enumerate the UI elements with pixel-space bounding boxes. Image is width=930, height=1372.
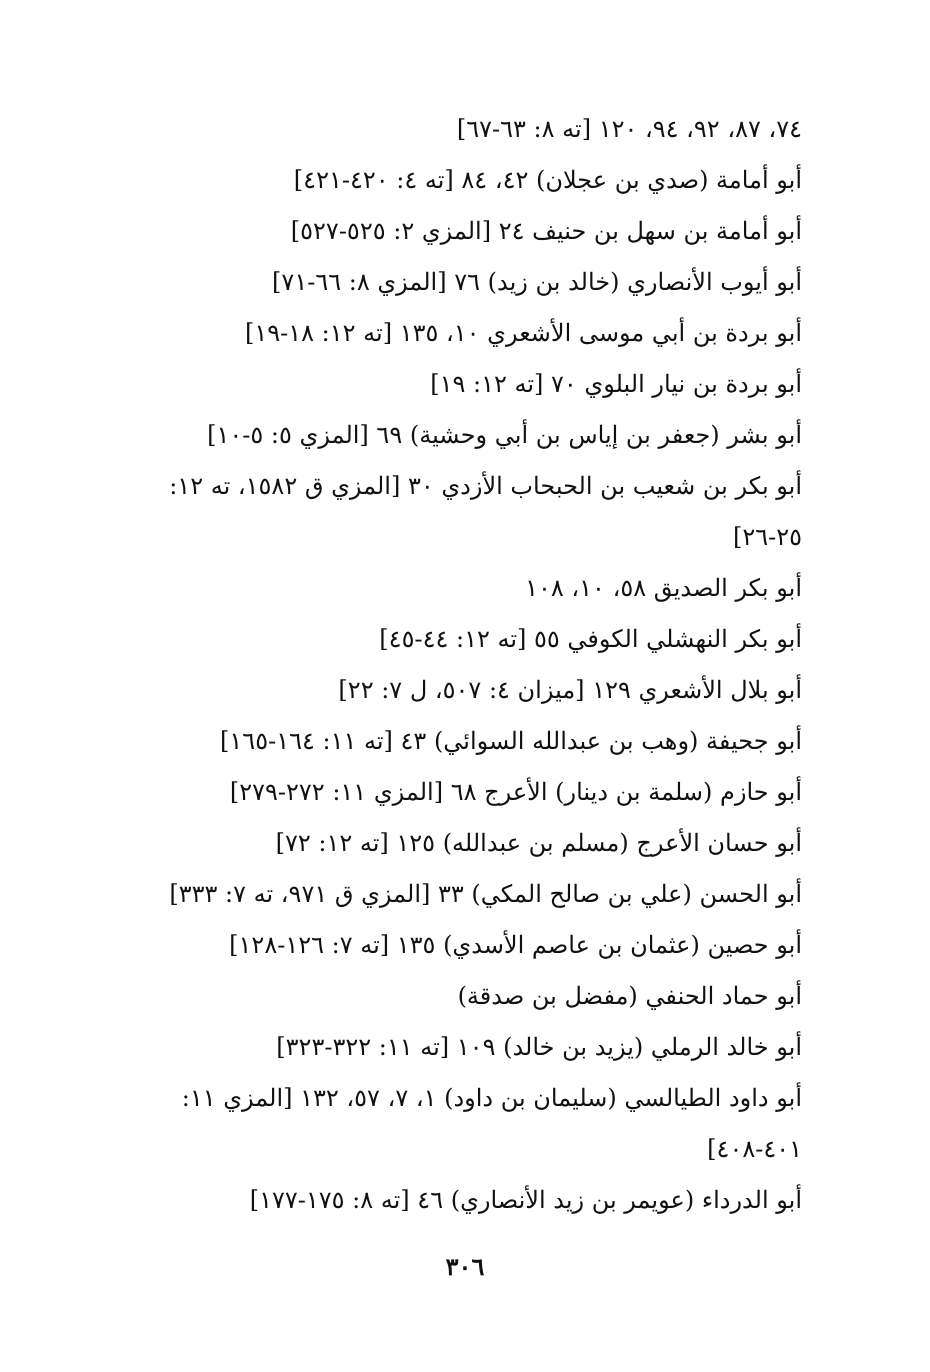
index-entry: أبو حازم (سلمة بن دينار) الأعرج ٦٨ [المزي ١١: ٢٧٢-٢٧٩] [229, 778, 802, 806]
index-entry: أبو بكر بن شعيب بن الحبحاب الأزدي ٣٠ [المزي ق ١٥٨٢، ته ١٢: ٢٥-٢٦] [169, 472, 802, 551]
index-entry: أبو الحسن (علي بن صالح المكي) ٣٣ [المزي ق ٩٧١، ته ٧: ٣٣٣] [169, 880, 802, 908]
index-entry: أبو بردة بن نيار البلوي ٧٠ [ته ١٢: ١٩] [430, 370, 802, 398]
index-entry: أبو خالد الرملي (يزيد بن خالد) ١٠٩ [ته ١١: ٣٢٢-٣٢٣] [276, 1033, 802, 1061]
index-entry: أبو بلال الأشعري ١٢٩ [ميزان ٤: ٥٠٧، ل ٧: ٢٢] [338, 676, 802, 704]
index-entry: أبو حصين (عثمان بن عاصم الأسدي) ١٣٥ [ته ٧: ١٢٦-١٢٨] [229, 931, 802, 959]
index-entry: أبو الدرداء (عويمر بن زيد الأنصاري) ٤٦ [ته ٨: ١٧٥-١٧٧] [249, 1186, 802, 1214]
page-number: ٣٠٦ [445, 1252, 485, 1281]
index-entry: أبو بكر الصديق ٥٨، ١٠، ١٠٨ [525, 574, 802, 602]
index-entry: ٧٤، ٨٧، ٩٢، ٩٤، ١٢٠ [ته ٨: ٦٣-٦٧] [456, 115, 802, 143]
index-entry: أبو حسان الأعرج (مسلم بن عبدالله) ١٢٥ [ته ١٢: ٧٢] [275, 829, 802, 857]
index-entry: أبو بردة بن أبي موسى الأشعري ١٠، ١٣٥ [ته ١٢: ١٨-١٩] [245, 319, 802, 347]
index-entries-list [102, 104, 802, 1226]
index-entry: أبو داود الطيالسي (سليمان بن داود) ١، ٧، ٥٧، ١٣٢ [المزي ١١: ٤٠١-٤٠٨] [181, 1084, 802, 1163]
index-entry: أبو أمامة بن سهل بن حنيف ٢٤ [المزي ٢: ٥٢٥-٥٢٧] [290, 217, 802, 245]
index-entry: أبو حماد الحنفي (مفضل بن صدقة) [457, 982, 802, 1010]
index-entry: أبو بشر (جعفر بن إياس بن أبي وحشية) ٦٩ [المزي ٥: ٥-١٠] [207, 421, 802, 449]
index-entry: أبو جحيفة (وهب بن عبدالله السوائي) ٤٣ [ته ١١: ١٦٤-١٦٥] [220, 727, 802, 755]
index-entry: أبو أمامة (صدي بن عجلان) ٤٢، ٨٤ [ته ٤: ٤٢٠-٤٢١] [293, 166, 802, 194]
index-entry: أبو بكر النهشلي الكوفي ٥٥ [ته ١٢: ٤٤-٤٥] [379, 625, 802, 653]
index-entry: أبو أيوب الأنصاري (خالد بن زيد) ٧٦ [المزي ٨: ٦٦-٧١] [272, 268, 802, 296]
